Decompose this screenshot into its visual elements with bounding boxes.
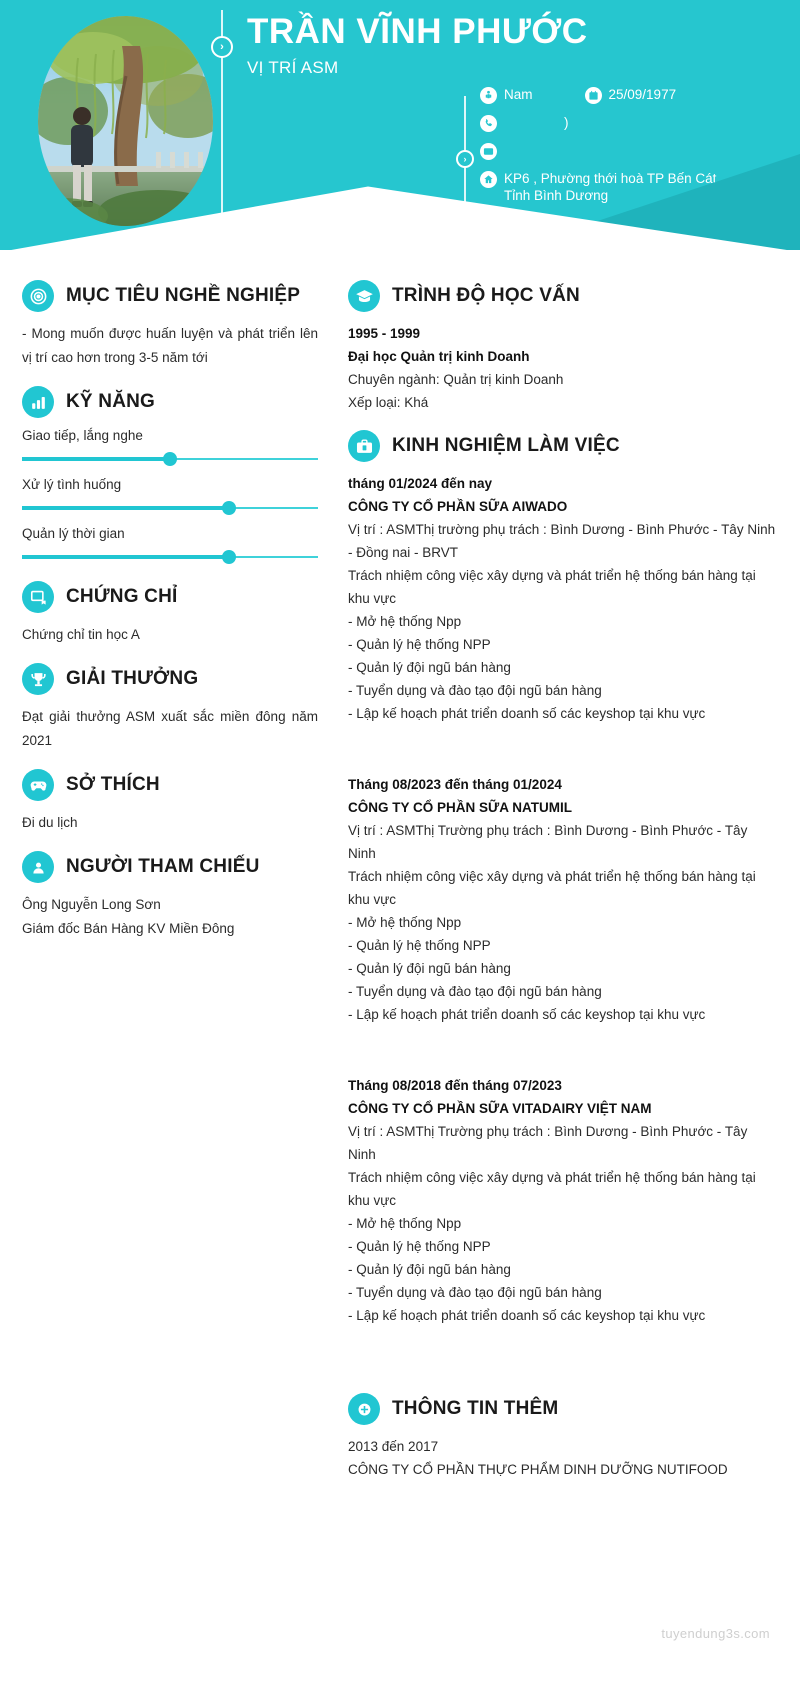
skill-fill: [22, 457, 170, 461]
calendar-icon: [585, 87, 602, 104]
experience-detail: - Lập kế hoạch phát triển doanh số các keyshop tại khu vực: [348, 706, 706, 721]
profile-photo-icon: [38, 16, 213, 226]
experience-period: tháng 01/2024 đến nay: [348, 476, 493, 491]
skill-fill: [22, 506, 229, 510]
objective-text: - Mong muốn được huấn luyện và phát triển lên vị trí cao hơn trong 3-5 năm tới: [22, 326, 318, 365]
section-header-experience: [348, 430, 778, 462]
section-objective: [22, 280, 318, 370]
experience-detail: - Mở hệ thống Npp: [348, 915, 462, 930]
section-skills: [22, 386, 318, 565]
additional-period: 2013 đến 2017: [348, 1439, 439, 1454]
gender-value: Nam: [504, 87, 533, 102]
section-title-reference: NGƯỜI THAM CHIẾU: [66, 856, 260, 877]
experience-detail: - Mở hệ thống Npp: [348, 614, 462, 629]
skill-label: Xử lý tình huống: [22, 477, 122, 492]
section-certificate: [22, 581, 318, 647]
section-reference: [22, 851, 318, 941]
section-title-additional: THÔNG TIN THÊM: [392, 1398, 559, 1419]
user-circle-icon: [22, 851, 54, 883]
section-header-reference: [22, 851, 318, 883]
experience-spacer: [348, 727, 778, 773]
section-title-hobby: SỞ THÍCH: [66, 774, 160, 795]
section-header-additional: [348, 1393, 778, 1425]
experience-item: [348, 472, 778, 725]
experience-detail: Vị trí : ASMThị Trường phụ trách : Bình Dương - Bình Phước - Tây Ninh: [348, 823, 748, 861]
plus-circle-icon: [348, 1393, 380, 1425]
hobby-text: Đi du lịch: [22, 815, 78, 830]
birthday-value: 25/09/1977: [608, 87, 677, 102]
section-title-experience: KINH NGHIỆM LÀM VIỆC: [392, 435, 620, 456]
target-icon: [22, 280, 54, 312]
section-header-hobby: [22, 769, 318, 801]
section-title-skills: KỸ NĂNG: [66, 391, 156, 412]
experience-company: CÔNG TY CỔ PHẦN SỮA NATUMIL: [348, 800, 572, 815]
education-grade: Xếp loại: Khá: [348, 395, 429, 410]
job-title: VỊ TRÍ ASM: [247, 58, 339, 77]
experience-item: [348, 773, 778, 1026]
skill-label: Quản lý thời gian: [22, 526, 125, 541]
skill-knob[interactable]: [163, 452, 177, 466]
sidebar-column: [0, 264, 340, 1485]
graduation-cap-icon: [348, 280, 380, 312]
skill-fill: [22, 555, 229, 559]
experience-detail: - Tuyển dụng và đào tạo đội ngũ bán hàng: [348, 683, 602, 698]
gamepad-icon: [22, 769, 54, 801]
experience-detail: - Tuyển dụng và đào tạo đội ngũ bán hàng: [348, 984, 602, 999]
additional-company: CÔNG TY CỔ PHẦN THỰC PHẨM DINH DƯỠNG NUTIFOOD: [348, 1462, 728, 1477]
experience-detail: - Lập kế hoạch phát triển doanh số các keyshop tại khu vực: [348, 1007, 706, 1022]
award-text: Đạt giải thưởng ASM xuất sắc miền đông năm 2021: [22, 709, 318, 748]
section-title-award: GIẢI THƯỞNG: [66, 668, 199, 689]
education-years: 1995 - 1999: [348, 326, 421, 341]
education-school: Đại học Quản trị kinh Doanh: [348, 349, 530, 364]
skill-item: [22, 526, 318, 565]
envelope-icon: [480, 143, 497, 160]
skill-slider[interactable]: [22, 549, 318, 565]
certificate-text: Chứng chỉ tin học A: [22, 627, 140, 642]
experience-period: Tháng 08/2018 đến tháng 07/2023: [348, 1078, 562, 1093]
section-education: [348, 280, 778, 414]
skill-item: [22, 428, 318, 467]
skill-knob[interactable]: [222, 550, 236, 564]
address-line-2: Tỉnh Bình Dương: [504, 188, 609, 203]
avatar: [38, 16, 213, 226]
section-spacer: [348, 1331, 778, 1377]
briefcase-icon: [348, 430, 380, 462]
trophy-icon: [22, 663, 54, 695]
bar-chart-icon: [22, 386, 54, 418]
experience-period: Tháng 08/2023 đến tháng 01/2024: [348, 777, 562, 792]
section-experience: [348, 430, 778, 1327]
experience-detail: Trách nhiệm công việc xây dựng và phát triển hệ thống bán hàng tại khu vực: [348, 1170, 756, 1208]
section-title-education: TRÌNH ĐỘ HỌC VẤN: [392, 285, 580, 306]
section-title-objective: MỤC TIÊU NGHỀ NGHIỆP: [66, 285, 301, 306]
home-icon: [480, 171, 497, 188]
experience-company: CÔNG TY CỔ PHẦN SỮA VITADAIRY VIỆT NAM: [348, 1101, 652, 1116]
skill-knob[interactable]: [222, 501, 236, 515]
address-line-1: KP6 , Phường thới hoà TP Bến Cát ,: [504, 171, 724, 186]
reference-position: Giám đốc Bán Hàng KV Miền Đông: [22, 921, 235, 936]
certificate-icon: [22, 581, 54, 613]
gender-icon: [480, 87, 497, 104]
contact-row-gender-birthday: [480, 86, 780, 104]
section-title-certificate: CHỨNG CHỈ: [66, 586, 178, 607]
experience-detail: Trách nhiệm công việc xây dựng và phát triển hệ thống bán hàng tại khu vực: [348, 568, 756, 606]
section-header-objective: [22, 280, 318, 312]
skill-label: Giao tiếp, lắng nghe: [22, 428, 143, 443]
experience-detail: Vị trí : ASMThị trường phụ trách : Bình Dương - Bình Phước - Tây Ninh - Đồng nai - BRVT: [348, 522, 776, 560]
experience-detail: Trách nhiệm công việc xây dựng và phát triển hệ thống bán hàng tại khu vực: [348, 869, 756, 907]
education-major: Chuyên ngành: Quản trị kinh Doanh: [348, 372, 564, 387]
experience-company: CÔNG TY CỔ PHẦN SỮA AIWADO: [348, 499, 568, 514]
chevron-right-icon-2: ›: [456, 150, 474, 168]
skill-slider[interactable]: [22, 451, 318, 467]
experience-detail: - Tuyển dụng và đào tạo đội ngũ bán hàng: [348, 1285, 602, 1300]
experience-detail: - Mở hệ thống Npp: [348, 1216, 462, 1231]
experience-detail: - Quản lý đội ngũ bán hàng: [348, 1262, 511, 1277]
section-header-skills: [22, 386, 318, 418]
phone-icon: [480, 115, 497, 132]
experience-detail: - Quản lý hệ thống NPP: [348, 637, 491, 652]
experience-detail: - Quản lý đội ngũ bán hàng: [348, 660, 511, 675]
contact-row-email: [480, 142, 780, 160]
cv-body: [0, 250, 800, 1485]
cv-header: [0, 0, 800, 250]
main-column: [340, 264, 800, 1485]
experience-detail: - Quản lý hệ thống NPP: [348, 938, 491, 953]
skill-slider[interactable]: [22, 500, 318, 516]
watermark: tuyendung3s.com: [661, 1626, 770, 1641]
chevron-right-icon: ›: [211, 36, 233, 58]
contact-row-phone: [480, 114, 780, 132]
experience-detail: Vị trí : ASMThị Trường phụ trách : Bình Dương - Bình Phước - Tây Ninh: [348, 1124, 748, 1162]
experience-detail: - Quản lý hệ thống NPP: [348, 1239, 491, 1254]
experience-detail: - Quản lý đội ngũ bán hàng: [348, 961, 511, 976]
section-header-education: [348, 280, 778, 312]
experience-spacer: [348, 1028, 778, 1074]
phone-value: ): [564, 115, 569, 130]
section-header-award: [22, 663, 318, 695]
skill-item: [22, 477, 318, 516]
reference-name: Ông Nguyễn Long Sơn: [22, 897, 161, 912]
experience-item: [348, 1074, 778, 1327]
section-additional: [348, 1393, 778, 1481]
experience-detail: - Lập kế hoạch phát triển doanh số các keyshop tại khu vực: [348, 1308, 706, 1323]
section-hobby: [22, 769, 318, 835]
page-title: TRẦN VĨNH PHƯỚC: [247, 12, 588, 51]
section-header-certificate: [22, 581, 318, 613]
section-award: [22, 663, 318, 753]
